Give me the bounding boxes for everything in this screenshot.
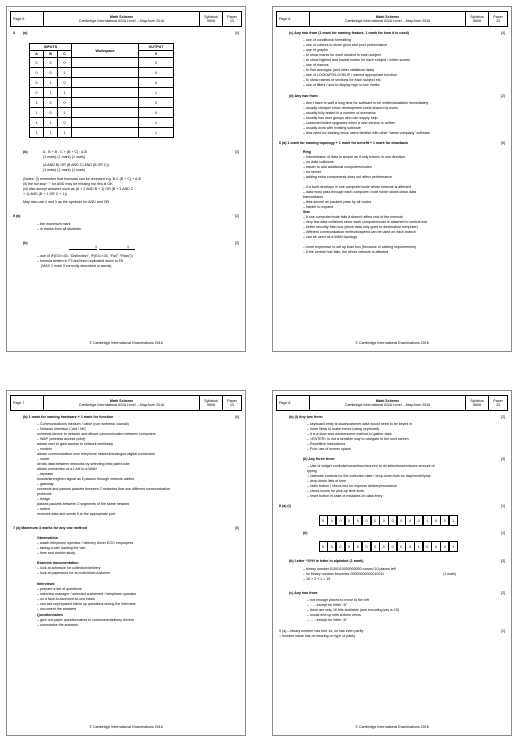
answer-line: – it is a slow and cumbersome method to gather data <box>307 432 392 436</box>
syllabus-label: Syllabus <box>204 14 218 19</box>
question-mark: [3] <box>501 457 505 461</box>
bit-cell: 0 <box>379 541 388 552</box>
answer-line: – usually cheaper since development costs shared by users <box>303 106 399 110</box>
page-footer: © Cambridge International Examinations 2016 <box>89 341 163 345</box>
mark-scheme-title: Mark Scheme <box>109 14 134 19</box>
answer-line: allows communication over telephone network/analogue-digital conversion <box>37 452 156 456</box>
page-header <box>276 11 508 27</box>
topology-title: Star <box>303 210 310 214</box>
answer-line: – less need for training since users familiar with other “same company” software <box>303 131 431 135</box>
method-title: Observation <box>37 536 58 540</box>
answer-text: the maximum mark <box>40 222 71 226</box>
bit-cell: 0 <box>397 515 406 526</box>
table-row <box>30 68 174 78</box>
table-cell: 1 <box>44 128 58 138</box>
question-mark: [6] <box>235 526 239 530</box>
answer-line: – don’t have to wait a long time for software to be written/available immediately <box>303 101 429 105</box>
table-cell: 0 <box>58 98 72 108</box>
exam-title: Cambridge International AS/A Level – May/June 2016 <box>78 403 165 407</box>
answer-line: – would end up with sixteen zeros <box>307 613 361 617</box>
answer-line: connects and passes packets between 2 networks that use different communication <box>37 487 170 491</box>
page-header <box>10 11 242 27</box>
syllabus-code: 9608 <box>207 19 215 23</box>
answer-line: – formula written in F3 and then replicated down to F8 <box>37 259 123 263</box>
note-line: (ii) the full stop “.” for AND may be missing but this is OK <box>23 182 113 186</box>
answer-line: – not enough places to move to the left <box>307 598 369 602</box>
answer-line: – use of colours to show good and poor performance <box>303 43 388 47</box>
bit-cell: 0 <box>345 515 354 526</box>
syllabus-code: 9608 <box>473 19 481 23</box>
bit-cell: 0 <box>362 541 371 552</box>
answer-line: – can ask unprepared follow up questions during the interview <box>37 602 136 606</box>
question-label: 5 (a) <box>13 214 21 218</box>
answer-line: – give out paper questionnaires to customers/delivery drivers <box>37 618 134 622</box>
answer-line: – if one computer/node fails it doesn’t affect rest of the network <box>303 215 403 219</box>
bit-cell: 0 <box>345 541 354 552</box>
topology-title: Ring <box>303 150 311 154</box>
answer-line: – to show highest and lowest marks for each subject / which scores <box>303 58 411 62</box>
paper-label: Paper <box>227 398 237 403</box>
answer-line: – so binary number becomes 00000000000010011 <box>303 572 385 576</box>
binary-register <box>319 515 458 526</box>
table-row <box>30 128 174 138</box>
table-cell: 1 <box>30 118 44 128</box>
answer-line: – harder to expand <box>303 205 334 209</box>
question-mark: [2] <box>501 415 505 419</box>
table-cell: 1 <box>58 128 72 138</box>
mark-indicator: 1 <box>127 245 129 249</box>
column-header: C <box>58 51 72 58</box>
page-label: Page 6 <box>279 16 291 21</box>
bit-cell: 0 <box>327 515 336 526</box>
binary-register <box>319 541 458 552</box>
answer-line: – better security than bus (since data only goes to destination computer) <box>303 225 418 229</box>
question-mark: [2] <box>501 591 505 595</box>
bit-cell: 1 <box>423 515 432 526</box>
page-footer: © Cambridge International Examinations 2016 <box>89 725 163 729</box>
answer-line: receives data and sends it to the appropriate port <box>37 512 116 516</box>
answer-line: – if a fault develops in one computer/node whole network is affected <box>303 185 412 189</box>
page-footer: © Cambridge International Examinations 2016 <box>355 341 429 345</box>
table-cell: 1 <box>30 128 44 138</box>
answer-line: – <ENTER> is not a sensible way to navigate to the next screen <box>307 437 409 441</box>
method-title: Examine documentation <box>37 561 79 565</box>
question-label: (ii) Any three from: <box>303 457 336 461</box>
answer-line: – time and motion study <box>37 551 76 555</box>
answer-line: – document the answers <box>37 607 77 611</box>
method-title: Interviews <box>37 582 55 586</box>
answer-line: – use of filters / sort to display high to low marks <box>303 83 380 87</box>
mark-bracket <box>69 249 97 250</box>
answer-line: connects device to network and allows communication between computers <box>37 432 156 436</box>
answer-line: – look at paperwork for an individual customer <box>37 571 111 575</box>
question-label: (c) Any two from: <box>289 591 319 595</box>
table-row <box>30 98 174 108</box>
page-header <box>276 395 508 411</box>
bit-cell: 0 <box>379 515 388 526</box>
table-cell: 0 <box>44 108 58 118</box>
output-cell: 0 <box>139 108 174 118</box>
table-row <box>30 78 174 88</box>
table-cell: 0 <box>58 78 72 88</box>
table-cell: 0 <box>30 78 44 88</box>
bit-cell: 0 <box>327 541 336 552</box>
page-label: Page 8 <box>279 400 291 405</box>
expression-line: (A AND B) OR (B AND C) AND (B OR C)) <box>43 163 109 167</box>
mark-scheme-page-7 <box>6 390 246 736</box>
bit-cell: 0 <box>371 541 380 552</box>
note-line: (Notes: (i) remember that formulas can be reversed e.g. B.C (B + C) + A.B <box>23 177 141 181</box>
answer-line: – interview manager / selected customers / telephone operator <box>37 592 137 596</box>
bit-cell: 0 <box>414 515 423 526</box>
answer-line: – data must pass through each computer/ node which slows down data <box>303 190 417 194</box>
table-cell: 1 <box>58 68 72 78</box>
expression-line: (1 mark) (1 mark) (1 mark) <box>43 168 86 172</box>
answer-line: – transmission of data is simple as it only travels in one direction <box>303 155 406 159</box>
question-mark: [1] <box>501 629 505 633</box>
bit-cell: 1 <box>414 541 423 552</box>
question-mark: [2] <box>235 214 239 218</box>
answer-text: in marks from all students <box>40 227 81 231</box>
question-part: (a) <box>23 31 28 35</box>
bit-cell: 0 <box>423 541 432 552</box>
answer-line: – very few data collisions since each computer/node is attached to central hub <box>303 220 428 224</box>
page-label: Page 5 <box>13 16 25 21</box>
answer-line: – more likely to make errors (using keyboard) <box>307 427 380 431</box>
workspace-cell <box>72 118 139 128</box>
mark-scheme-page-5 <box>6 6 246 352</box>
answer-line: – usually work with existing software <box>303 126 361 130</box>
question-label: 9 (a) – binary number has four 1s, so has even parity <box>279 629 364 633</box>
answer-line: sends data between networks by selecting best path/route <box>37 462 130 466</box>
bit-cell: 0 <box>431 515 440 526</box>
answer-line: – calendar controls for the collection date / drop-down lists for day/month/year <box>307 474 431 478</box>
output-cell: 0 <box>139 78 174 88</box>
answer-line: – no server <box>303 170 321 174</box>
table-row <box>30 88 174 98</box>
answer-line: – use of conditional formatting <box>303 38 351 42</box>
table-cell: 1 <box>58 88 72 98</box>
answer-line: – less secure as packets pass by all nodes <box>303 200 372 204</box>
mark-scheme-page-8 <box>272 390 512 736</box>
page-label: Page 7 <box>13 400 25 405</box>
column-header: X <box>139 51 174 58</box>
column-header: A <box>30 51 44 58</box>
output-cell: 1 <box>139 88 174 98</box>
output-cell: 1 <box>139 118 174 128</box>
workspace-cell <box>72 78 139 88</box>
table-cell: 1 <box>44 78 58 88</box>
question-label: 7 (a) Maximum 3 marks for any one method <box>13 526 87 530</box>
answer-line: – easier to add additional computers/nodes <box>303 165 372 169</box>
output-cell: 0 <box>139 98 174 108</box>
bit-cell: 1 <box>449 515 458 526</box>
question-mark: [6] <box>235 415 239 419</box>
answer-line: – taking a call/ loading the van <box>37 546 86 550</box>
table-cell: 1 <box>30 108 44 118</box>
table-cell: 1 <box>30 98 44 108</box>
answer-line: – prepare a set of questions <box>37 587 82 591</box>
table-cell: 0 <box>30 68 44 78</box>
question-number: 4 <box>13 31 15 35</box>
mark-bracket <box>99 249 135 250</box>
bit-cell: 0 <box>397 541 406 552</box>
answer-line: – use of graphs <box>303 48 328 52</box>
answer-line: – number value has no bearing on type of parity <box>279 634 356 638</box>
mark-scheme-page-6 <box>272 6 512 352</box>
bit-cell: 0 <box>353 541 362 552</box>
syllabus-label: Syllabus <box>470 398 484 403</box>
answer-line: – if the central hub fails, the whole network is affected <box>303 250 389 254</box>
answer-line: – keyboard entry is slow/customer data would need to be keyed in <box>307 422 413 426</box>
bit-cell: 0 <box>431 541 440 552</box>
part-label: (b) <box>23 150 28 154</box>
answer-line: – ….. except for letter “A” <box>307 618 348 622</box>
table-cell: 0 <box>58 58 72 68</box>
exam-title: Cambridge International AS/A Level – May/June 2016 <box>78 19 165 23</box>
question-mark: [1] <box>501 504 505 508</box>
answer-line: – ….. except for letter “A” <box>307 603 348 607</box>
bit-cell: 0 <box>440 515 449 526</box>
answer-text: use of IF(E3>=40, “Distinction”, IF(E3>=30, “Fail”, “Pass”)) <box>40 254 133 258</box>
answer-line: – to show names of sections for each subject etc. <box>303 78 382 82</box>
question-label: 8 (a) (i) <box>279 504 291 508</box>
bit-cell: 1 <box>449 541 458 552</box>
question-mark: [2] <box>501 94 505 98</box>
answer-line: allows user to gain access to network wirelessly <box>37 442 114 446</box>
table-cell: 0 <box>44 68 58 78</box>
answer-line: – use of macros <box>303 63 329 67</box>
bit-cell: 0 <box>319 515 328 526</box>
bit-cell: 0 <box>336 541 345 552</box>
answer-line: – repeater <box>37 472 54 476</box>
workspace-cell <box>72 88 139 98</box>
table-cell: 0 <box>30 58 44 68</box>
answer-line: – on a face-to-face/one-to-one basis <box>37 597 95 601</box>
note-line: + 1) AND (B + 1 OR C + 1)) <box>23 192 67 196</box>
bit-cell: 0 <box>388 515 397 526</box>
answer-line: – Communications medium / cable (non wireless/ coaxial) <box>37 422 129 426</box>
answer-line: boosts/strengthen signal as it passes through network cables <box>37 477 135 481</box>
table-row <box>30 108 174 118</box>
answer-line: – router <box>37 457 50 461</box>
bit-cell: 0 <box>336 515 345 526</box>
output-cell: 0 <box>139 58 174 68</box>
answer-line: – summarise the answers <box>37 623 78 627</box>
paper-number: 13 <box>496 403 500 407</box>
paper-number: 13 <box>230 403 234 407</box>
question-mark: [6] <box>501 141 505 145</box>
page-footer: © Cambridge International Examinations 2016 <box>355 725 429 729</box>
answer-line: allows connection of a LAN to a WAN <box>37 467 97 471</box>
question-mark: [3] <box>501 559 505 563</box>
answer-line: – check boxes for pick-up time slots <box>307 489 364 493</box>
answer-line: – modem <box>37 447 52 451</box>
bit-cell: 0 <box>353 515 362 526</box>
inputs-header: INPUTS <box>30 44 72 51</box>
table-cell: 0 <box>44 58 58 68</box>
syllabus-code: 9608 <box>473 403 481 407</box>
bit-cell: 0 <box>362 515 371 526</box>
question-label: (d) Any two from: <box>289 94 319 98</box>
answer-line: – usually fully tested in a number of scenarios <box>303 111 376 115</box>
syllabus-code: 9608 <box>207 403 215 407</box>
answer-line: – bridge <box>37 497 50 501</box>
note-line: May also use /\ and \/ as the symbols for AND and OR <box>23 200 110 204</box>
mark-scheme-title: Mark Scheme <box>375 14 400 19</box>
bit-cell: 0 <box>405 515 414 526</box>
answer-text: formula written in F3 and then replicated down to F8 <box>40 259 123 263</box>
question-label: 6 (a) 1 mark for naming topology + 1 mark for benefit + 1 mark for drawback <box>279 141 409 145</box>
note-line: (iii) also accept answers such as (A + 1 AND B + 1) OR (B + 1 AND C <box>23 187 134 191</box>
table-cell: 0 <box>58 118 72 128</box>
answer-line: – gateway <box>37 482 54 486</box>
answer-line: – switch <box>37 507 50 511</box>
output-cell: 1 <box>139 128 174 138</box>
answer-line: – radio button / check box for express delivery/insurance <box>307 484 397 488</box>
mark-scheme-title: Mark Scheme <box>375 398 400 403</box>
paper-label: Paper <box>227 14 237 19</box>
paper-label: Paper <box>493 398 503 403</box>
answer-line: – customer/online upgrades when a new version is written <box>303 121 396 125</box>
truth-table <box>29 43 174 138</box>
workspace-cell <box>72 128 139 138</box>
table-cell: 0 <box>44 98 58 108</box>
bit-cell: 0 <box>319 541 328 552</box>
bit-cell: 0 <box>388 541 397 552</box>
bit-cell: 0 <box>405 541 414 552</box>
answer-line: – different communication methods/speed can be used on each branch <box>303 230 417 234</box>
answer-line: – watch telephone operator / delivery driver EOO employees <box>37 541 134 545</box>
answer-line: – more expensive to set up than bus (because of cabling requirements) <box>303 245 417 249</box>
workspace-cell <box>72 68 139 78</box>
paper-number: 13 <box>496 19 500 23</box>
table-row <box>30 118 174 128</box>
expression-line: (1 mark) (1 mark) (1 mark) <box>43 155 86 159</box>
answer-line: – WAP (wireless access point) <box>37 437 86 441</box>
exam-title: Cambridge International AS/A Level – May/June 2016 <box>344 19 431 23</box>
question-label: (c) Any two from (1 mark for naming feature, 1 mark for how it is used) <box>289 31 409 35</box>
column-header: B <box>44 51 58 58</box>
answer-line: – to find averages (and other statistical data) <box>303 68 374 72</box>
question-label: (b) (i) Any two from: <box>289 415 324 419</box>
answer-line: – adding extra components does not affect performance <box>303 175 393 179</box>
table-cell: 1 <box>44 88 58 98</box>
question-label: (b) 1 mark for naming hardware + 1 mark for function <box>23 415 114 419</box>
answer-line: – Repetitive instructions <box>307 442 346 446</box>
answer-line: – Network Interface Card / NIC <box>37 427 87 431</box>
exam-title: Cambridge International AS/A Level – May/June 2016 <box>344 403 431 407</box>
mark-note: (1 mark) <box>443 572 457 576</box>
syllabus-label: Syllabus <box>470 14 484 19</box>
workspace-cell <box>72 108 139 118</box>
method-title: Questionnaires <box>37 613 64 617</box>
question-mark: [3] <box>235 150 239 154</box>
answer-line: – look at schedule for collection/delivery <box>37 566 101 570</box>
answer-line: transmission <box>303 195 324 199</box>
mark-scheme-title: Mark Scheme <box>109 398 134 403</box>
answer-line: – usually has user groups who can supply help <box>303 116 378 120</box>
question-mark: [3] <box>235 241 239 245</box>
question-mark: [4] <box>235 31 239 35</box>
mark-indicator: 1 <box>95 245 97 249</box>
table-row <box>30 58 174 68</box>
answer-line: – use of IF(E3>=40, “Distinction”, IF(E3>=30, “Fail”, “Pass”)) <box>37 254 133 258</box>
answer-line: protocols <box>37 492 52 496</box>
workspace-cell <box>72 58 139 68</box>
question-mark: [1] <box>501 531 505 535</box>
bit-cell: 0 <box>371 515 380 526</box>
answer-line: – use of LOOKUP/VLOOKUP / named appropriate function <box>303 73 397 77</box>
syllabus-label: Syllabus <box>204 398 218 403</box>
part-label: (b) <box>23 241 28 245</box>
table-cell: 1 <box>58 108 72 118</box>
answer-line: (MAX 1 mark if correctly described in words) <box>41 264 112 268</box>
workspace-header: Workspace <box>72 44 139 58</box>
bit-cell: 0 <box>440 541 449 552</box>
answer-line: – no data collisions <box>303 160 334 164</box>
answer-line: – there are only 16 bits available (and encoding key is 15) <box>307 608 399 612</box>
workspace-cell <box>72 98 139 108</box>
answer-line: – can be used as a WAN topology <box>303 235 358 239</box>
question-label: (ii) <box>303 531 308 535</box>
answer-line: – Use of widget controls/mouse/touchscreen to do selections/reduces amount of <box>307 464 435 468</box>
output-cell: 0 <box>139 68 174 78</box>
answer-line: – reset button in case of mistakes on data entry <box>307 494 383 498</box>
answer-line: – to show marks for each student in each subject <box>303 53 381 57</box>
paper-number: 13 <box>230 19 234 23</box>
page-header <box>10 395 242 411</box>
answer-line: passes packets between 2 segments of the same network <box>37 502 130 506</box>
answer-line: – Poor use of screen space <box>307 447 351 451</box>
expression-line: A . B + B . C + (B + C) : A.B <box>43 150 87 154</box>
question-label: (b) Letter “SYH is letter in alphabet (1 mark) <box>289 559 364 563</box>
answer-line: – the maximum mark <box>37 222 71 226</box>
answer-line: – 16 + 2 + 1 = 19 <box>303 577 331 581</box>
answer-line: – binary number 0100110000000000 moved 10 places left <box>303 567 396 571</box>
answer-line: typing <box>307 469 317 473</box>
paper-label: Paper <box>493 14 503 19</box>
answer-line: – drop-down lists of time <box>307 479 346 483</box>
question-mark: [4] <box>501 31 505 35</box>
table-cell: 1 <box>44 118 58 128</box>
table-cell: 0 <box>30 88 44 98</box>
output-header: OUTPUT <box>139 44 174 51</box>
answer-line: – in marks from all students <box>37 227 81 231</box>
